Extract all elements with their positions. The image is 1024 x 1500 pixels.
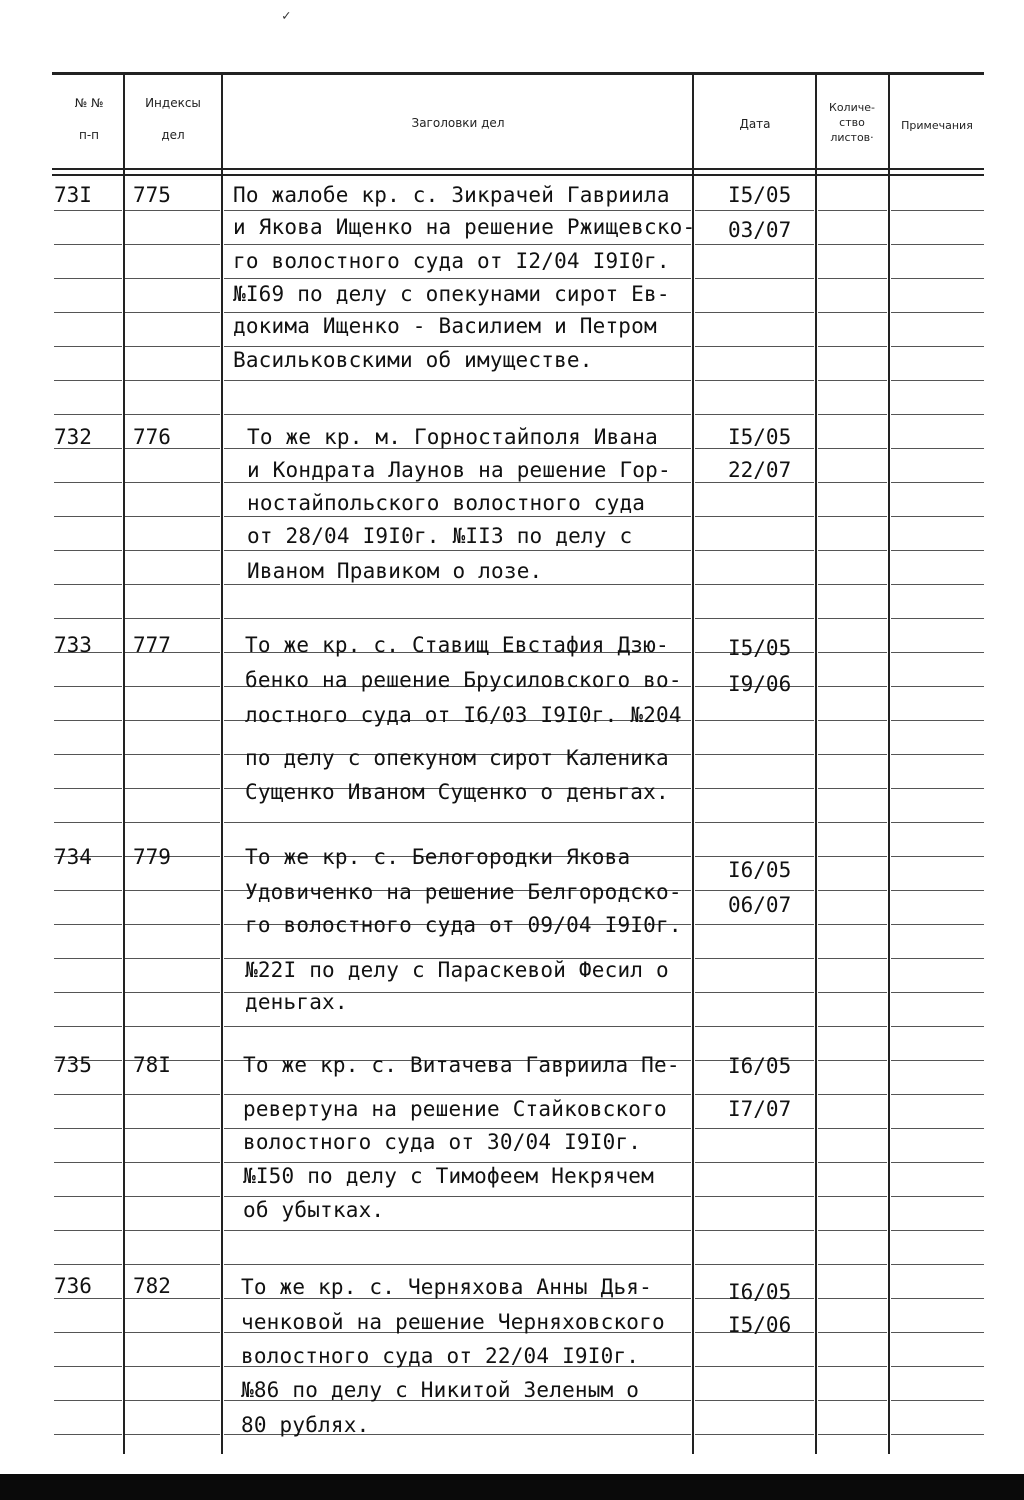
- entry-date-start: I5/05: [728, 183, 792, 207]
- ruled-line: [224, 550, 691, 551]
- ruled-line: [125, 1128, 220, 1129]
- ruled-line: [891, 992, 984, 993]
- ruled-line: [891, 414, 984, 415]
- ruled-line: [891, 788, 984, 789]
- ruled-line: [125, 1366, 220, 1367]
- entry-title-line: от 28/04 I9I0г. №II3 по делу с: [247, 524, 633, 548]
- ruled-line: [891, 618, 984, 619]
- ruled-line: [818, 788, 887, 789]
- ruled-line: [891, 1094, 984, 1095]
- ruled-line: [54, 210, 122, 211]
- entry-title-line: №I50 по делу с Тимофеем Некрячем: [243, 1164, 654, 1188]
- ruled-line: [818, 584, 887, 585]
- ruled-line: [818, 618, 887, 619]
- ruled-line: [54, 1230, 122, 1231]
- ruled-line: [818, 448, 887, 449]
- ruled-line: [695, 924, 814, 925]
- ruled-line: [125, 788, 220, 789]
- col-sep-date: [815, 74, 817, 1454]
- ruled-line: [695, 346, 814, 347]
- ruled-line: [818, 1400, 887, 1401]
- col-header-date: Дата: [739, 117, 771, 131]
- ruled-line: [125, 1434, 220, 1435]
- ruled-line: [891, 550, 984, 551]
- ruled-line: [54, 380, 122, 381]
- ruled-line: [891, 1230, 984, 1231]
- ruled-line: [818, 1434, 887, 1435]
- ruled-line: [891, 1332, 984, 1333]
- ruled-line: [125, 1196, 220, 1197]
- ruled-line: [818, 1128, 887, 1129]
- ruled-line: [54, 1332, 122, 1333]
- ruled-line: [695, 788, 814, 789]
- entry-title-line: То же кр. с. Черняхова Анны Дья-: [241, 1275, 652, 1299]
- ruled-line: [125, 1298, 220, 1299]
- ruled-line: [695, 1162, 814, 1163]
- ruled-line: [891, 1196, 984, 1197]
- ruled-line: [818, 992, 887, 993]
- ruled-line: [125, 482, 220, 483]
- entry-title-line: ностайпольского волостного суда: [247, 491, 646, 515]
- ruled-line: [54, 788, 122, 789]
- ruled-line: [125, 210, 220, 211]
- ruled-line: [224, 380, 691, 381]
- entry-date-start: I5/05: [728, 425, 792, 449]
- ruled-line: [695, 414, 814, 415]
- ruled-line: [891, 1366, 984, 1367]
- entry-title-line: по делу с опекуном сирот Каленика: [245, 746, 669, 770]
- col-sep-index: [221, 74, 223, 1454]
- ruled-line: [818, 1026, 887, 1027]
- ruled-line: [224, 1162, 691, 1163]
- ruled-line: [891, 958, 984, 959]
- ruled-line: [54, 1094, 122, 1095]
- ruled-line: [224, 1196, 691, 1197]
- ruled-line: [818, 210, 887, 211]
- col-header-title: Заголовки дел: [411, 116, 505, 130]
- entry-date-end: I7/07: [728, 1097, 792, 1121]
- ruled-line: [224, 1230, 691, 1231]
- scan-bottom-edge: [0, 1474, 1024, 1500]
- pen-mark: ✓: [282, 8, 291, 24]
- col-sep-title: [692, 74, 694, 1454]
- entry-title-line: По жалобе кр. с. Зикрачей Гавриила: [233, 183, 670, 207]
- entry-title-line: и Якова Ищенко на решение Ржищевско-: [233, 215, 696, 239]
- entry-title-line: 80 рублях.: [241, 1413, 370, 1437]
- ruled-line: [891, 890, 984, 891]
- ruled-line: [224, 312, 691, 313]
- ruled-line: [54, 1196, 122, 1197]
- col-header-notes: Примечания: [901, 119, 973, 132]
- entry-date-end: 06/07: [728, 893, 792, 917]
- entry-index: 775: [133, 183, 171, 207]
- col-header-index: Индексы дел: [145, 96, 201, 142]
- ruled-line: [125, 958, 220, 959]
- ruled-line: [224, 1128, 691, 1129]
- ruled-line: [54, 278, 122, 279]
- entry-date-end: 22/07: [728, 458, 792, 482]
- ruled-line: [818, 1298, 887, 1299]
- ruled-line: [818, 754, 887, 755]
- entry-title-line: волостного суда от 30/04 I9I0г.: [243, 1130, 642, 1154]
- ruled-line: [224, 414, 691, 415]
- ruled-line: [54, 1400, 122, 1401]
- ruled-line: [54, 1298, 122, 1299]
- ruled-line: [891, 1128, 984, 1129]
- ruled-line: [818, 244, 887, 245]
- ruled-line: [54, 550, 122, 551]
- ruled-line: [818, 380, 887, 381]
- ruled-line: [54, 516, 122, 517]
- ruled-line: [818, 856, 887, 857]
- ruled-line: [54, 1162, 122, 1163]
- ruled-line: [54, 1434, 122, 1435]
- ruled-line: [818, 1366, 887, 1367]
- ruled-line: [224, 1094, 691, 1095]
- entry-date-start: I6/05: [728, 1280, 792, 1304]
- entry-index: 779: [133, 845, 171, 869]
- header-bottom-rule: [52, 168, 984, 170]
- entry-title-line: и Кондрата Лаунов на решение Гор-: [247, 458, 671, 482]
- ruled-line: [695, 720, 814, 721]
- entry-number: 73I: [54, 183, 92, 207]
- ruled-line: [125, 992, 220, 993]
- entry-title-line: Сущенко Иваном Сущенко о деньгах.: [245, 780, 669, 804]
- ruled-line: [54, 822, 122, 823]
- entry-title-line: об убытках.: [243, 1198, 385, 1222]
- ruled-line: [891, 1162, 984, 1163]
- ruled-line: [818, 414, 887, 415]
- ruled-line: [695, 1128, 814, 1129]
- ruled-line: [224, 516, 691, 517]
- header-top-rule: [52, 72, 984, 75]
- ruled-line: [695, 1366, 814, 1367]
- ruled-line: [125, 346, 220, 347]
- entry-title-line: волостного суда от 22/04 I9I0г.: [241, 1344, 640, 1368]
- ruled-line: [695, 312, 814, 313]
- entry-title-line: ревертуна на решение Стайковского: [243, 1097, 667, 1121]
- ruled-line: [54, 992, 122, 993]
- ruled-line: [224, 482, 691, 483]
- ruled-line: [891, 1298, 984, 1299]
- ruled-line: [125, 822, 220, 823]
- ruled-line: [224, 278, 691, 279]
- ruled-line: [891, 482, 984, 483]
- entry-title-line: го волостного суда от 09/04 I9I0г.: [245, 913, 682, 937]
- ruled-line: [695, 822, 814, 823]
- ruled-line: [695, 1196, 814, 1197]
- ruled-line: [125, 1094, 220, 1095]
- ruled-line: [818, 958, 887, 959]
- ruled-line: [891, 1060, 984, 1061]
- ruled-line: [695, 516, 814, 517]
- entry-number: 736: [54, 1274, 92, 1298]
- ruled-line: [891, 720, 984, 721]
- ruled-line: [695, 958, 814, 959]
- ruled-line: [891, 584, 984, 585]
- ruled-line: [224, 618, 691, 619]
- ruled-line: [818, 652, 887, 653]
- ruled-line: [891, 1400, 984, 1401]
- entry-number: 732: [54, 425, 92, 449]
- entry-date-end: 03/07: [728, 218, 792, 242]
- ruled-line: [54, 686, 122, 687]
- entry-title-line: деньгах.: [245, 990, 348, 1014]
- ruled-line: [695, 278, 814, 279]
- ruled-line: [891, 380, 984, 381]
- ruled-line: [695, 380, 814, 381]
- ruled-line: [695, 1400, 814, 1401]
- entry-title-line: Удовиченко на решение Белгородско-: [245, 880, 682, 904]
- entry-title-line: го волостного суда от I2/04 I9I0г.: [233, 249, 670, 273]
- ruled-line: [54, 720, 122, 721]
- entry-number: 734: [54, 845, 92, 869]
- ruled-line: [125, 754, 220, 755]
- ruled-line: [891, 686, 984, 687]
- ruled-line: [818, 720, 887, 721]
- ruled-line: [54, 890, 122, 891]
- entry-title-line: ченковой на решение Черняховского: [241, 1310, 665, 1334]
- entry-title-line: То же кр. с. Белогородки Якова: [245, 845, 631, 869]
- ruled-line: [54, 414, 122, 415]
- entry-index: 777: [133, 633, 171, 657]
- ruled-line: [818, 1162, 887, 1163]
- entry-index: 78I: [133, 1053, 171, 1077]
- header-double-rule: [52, 174, 984, 176]
- ruled-line: [125, 1162, 220, 1163]
- ruled-line: [695, 584, 814, 585]
- ruled-line: [891, 652, 984, 653]
- ruled-line: [818, 482, 887, 483]
- entry-title-line: То же кр. с. Витачева Гавриила Пе-: [243, 1053, 680, 1077]
- ruled-line: [891, 1264, 984, 1265]
- ruled-line: [818, 686, 887, 687]
- ruled-line: [224, 1264, 691, 1265]
- ruled-line: [891, 1026, 984, 1027]
- ruled-line: [54, 1128, 122, 1129]
- ruled-line: [125, 380, 220, 381]
- ruled-line: [54, 618, 122, 619]
- col-header-sheet-count: Количе- ство листов·: [829, 101, 875, 144]
- ruled-line: [695, 1434, 814, 1435]
- ruled-line: [818, 1094, 887, 1095]
- ruled-line: [54, 1264, 122, 1265]
- ruled-line: [818, 924, 887, 925]
- ruled-line: [125, 1026, 220, 1027]
- ruled-line: [125, 686, 220, 687]
- ruled-line: [125, 890, 220, 891]
- ruled-line: [125, 618, 220, 619]
- ruled-line: [695, 618, 814, 619]
- col-header-number: № № п-п: [74, 96, 104, 142]
- ruled-line: [54, 924, 122, 925]
- entry-number: 733: [54, 633, 92, 657]
- ruled-line: [818, 1060, 887, 1061]
- ruled-line: [125, 924, 220, 925]
- ruled-line: [125, 584, 220, 585]
- col-sep-count: [888, 74, 890, 1454]
- ruled-line: [125, 414, 220, 415]
- ruled-line: [891, 516, 984, 517]
- ruled-line: [125, 278, 220, 279]
- ruled-line: [891, 278, 984, 279]
- ruled-line: [224, 346, 691, 347]
- ruled-line: [125, 1332, 220, 1333]
- ruled-line: [125, 1230, 220, 1231]
- ruled-line: [695, 1264, 814, 1265]
- ruled-line: [695, 754, 814, 755]
- entry-title-line: №22I по делу с Параскевой Фесил о: [245, 958, 669, 982]
- entry-date-start: I6/05: [728, 858, 792, 882]
- ruled-line: [54, 958, 122, 959]
- ruled-line: [125, 312, 220, 313]
- ruled-line: [891, 1434, 984, 1435]
- entry-title-line: №86 по делу с Никитой Зеленым о: [241, 1378, 640, 1402]
- ruled-line: [818, 890, 887, 891]
- ruled-line: [891, 244, 984, 245]
- ruled-line: [224, 822, 691, 823]
- entry-number: 735: [54, 1053, 92, 1077]
- ruled-line: [891, 822, 984, 823]
- ruled-line: [818, 1230, 887, 1231]
- ruled-line: [695, 856, 814, 857]
- entry-title-line: То же кр. м. Горностайполя Ивана: [247, 425, 658, 449]
- entry-title-line: докима Ищенко - Василием и Петром: [233, 314, 657, 338]
- entry-title-line: То же кр. с. Ставищ Евстафия Дзю-: [245, 633, 669, 657]
- ruled-line: [695, 1026, 814, 1027]
- entry-title-line: бенко на решение Брусиловского во-: [245, 668, 682, 692]
- ruled-line: [695, 1230, 814, 1231]
- ruled-line: [224, 210, 691, 211]
- ruled-line: [891, 448, 984, 449]
- ruled-line: [125, 720, 220, 721]
- ruled-line: [695, 210, 814, 211]
- ruled-line: [54, 312, 122, 313]
- ruled-line: [695, 1094, 814, 1095]
- ruled-line: [891, 346, 984, 347]
- ruled-line: [818, 1196, 887, 1197]
- entry-index: 776: [133, 425, 171, 449]
- entry-title-line: Иваном Правиком о лозе.: [247, 559, 543, 583]
- ruled-line: [54, 244, 122, 245]
- ruled-line: [818, 312, 887, 313]
- ruled-line: [695, 890, 814, 891]
- col-sep-num: [123, 74, 125, 1454]
- ruled-line: [818, 346, 887, 347]
- entry-title-line: Васильковскими об имуществе.: [233, 348, 593, 372]
- ruled-line: [818, 1332, 887, 1333]
- entry-title-line: лостного суда от I6/03 I9I0г. №204: [245, 703, 682, 727]
- ruled-line: [891, 856, 984, 857]
- ruled-line: [818, 550, 887, 551]
- ruled-line: [54, 482, 122, 483]
- ruled-line: [818, 278, 887, 279]
- ruled-line: [695, 244, 814, 245]
- ruled-line: [125, 1400, 220, 1401]
- ruled-line: [891, 210, 984, 211]
- entry-index: 782: [133, 1274, 171, 1298]
- ruled-line: [818, 516, 887, 517]
- ruled-line: [224, 244, 691, 245]
- entry-date-start: I5/05: [728, 636, 792, 660]
- ruled-line: [695, 550, 814, 551]
- ruled-line: [695, 992, 814, 993]
- ruled-line: [695, 482, 814, 483]
- ruled-line: [54, 346, 122, 347]
- ruled-line: [818, 1264, 887, 1265]
- ruled-line: [818, 822, 887, 823]
- ruled-line: [891, 924, 984, 925]
- ruled-line: [54, 1366, 122, 1367]
- ruled-line: [54, 754, 122, 755]
- ruled-line: [224, 1026, 691, 1027]
- ruled-line: [125, 550, 220, 551]
- ruled-line: [891, 754, 984, 755]
- ruled-line: [224, 584, 691, 585]
- entry-date-start: I6/05: [728, 1054, 792, 1078]
- entry-title-line: №I69 по делу с опекунами сирот Ев-: [233, 282, 670, 306]
- ruled-line: [125, 244, 220, 245]
- ruled-line: [125, 1264, 220, 1265]
- ruled-line: [54, 1026, 122, 1027]
- entry-date-end: I5/06: [728, 1313, 792, 1337]
- ruled-line: [125, 516, 220, 517]
- entry-date-end: I9/06: [728, 672, 792, 696]
- ruled-line: [54, 584, 122, 585]
- ruled-line: [891, 312, 984, 313]
